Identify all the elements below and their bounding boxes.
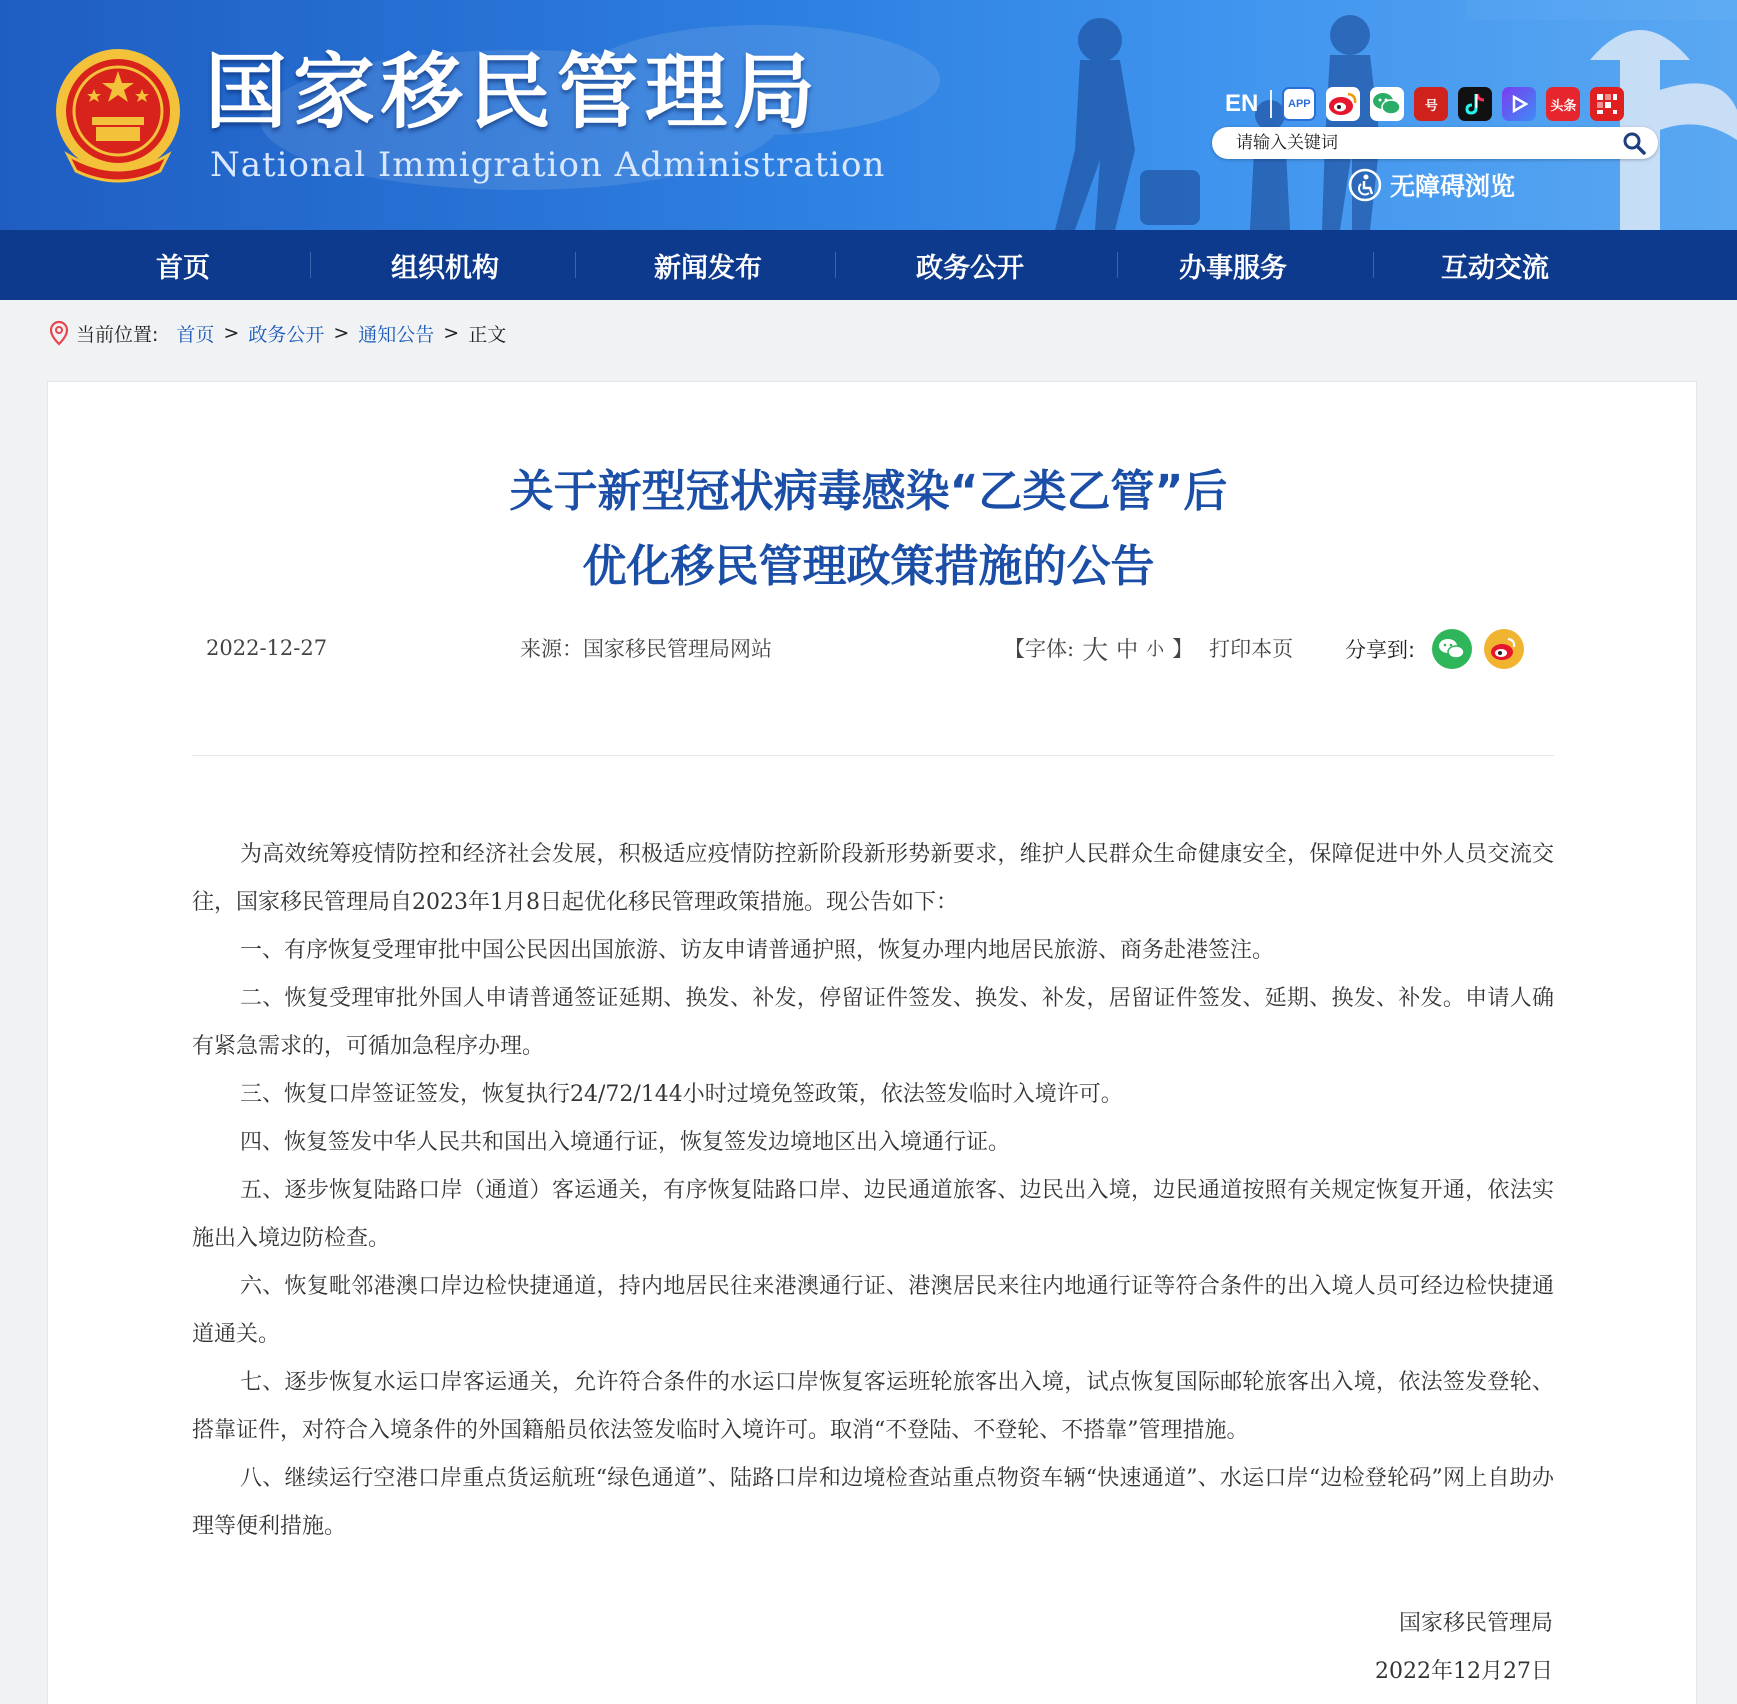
main-nav <box>0 230 1737 300</box>
site-title[interactable]: 国家移民管理局 <box>205 45 822 140</box>
nav-separator <box>1373 252 1374 278</box>
toolbar-separator <box>1270 90 1272 118</box>
article-paragraph: 二、恢复受理审批外国人申请普通签证延期、换发、补发，停留证件签发、换发、补发，居留证件签发、延期、换发、补发。申请人确有紧急需求的，可循加急程序办理。 <box>192 986 1554 1059</box>
nav-item-interaction[interactable]: 互动交流 <box>1441 252 1549 284</box>
nav-separator <box>1117 252 1118 278</box>
article-paragraph: 六、恢复毗邻港澳口岸边检快捷通道，持内地居民往来港澳通行证、港澳居民来往内地通行证等符合条件的出入境人员可经边检快捷通道通关。 <box>192 1274 1554 1347</box>
share-area <box>1345 629 1525 669</box>
weibo-icon[interactable] <box>1326 87 1360 121</box>
header-toolbar <box>1225 86 1624 122</box>
renminhao-icon[interactable]: 号 <box>1414 87 1448 121</box>
douyin-icon[interactable] <box>1458 87 1492 121</box>
article-signature: 国家移民管理局 <box>1398 1611 1553 1636</box>
article-paragraph: 为高效统筹疫情防控和经济社会发展，积极适应疫情防控新阶段新形势新要求，维护人民群众生命健康安全，保障促进中外人员交流交往，国家移民管理局自2023年1月8日起优化移民管理政策措施。现公告如下： <box>192 842 1554 915</box>
font-small-button[interactable]: 小 <box>1146 639 1165 660</box>
wechat-icon[interactable] <box>1370 87 1404 121</box>
font-large-button[interactable]: 大 <box>1082 635 1109 666</box>
english-link[interactable]: EN <box>1225 90 1259 117</box>
accessibility-link[interactable] <box>1348 167 1515 203</box>
nav-item-organization[interactable]: 组织机构 <box>391 252 499 284</box>
share-weibo-icon[interactable] <box>1483 628 1525 670</box>
header-banner <box>0 0 1737 230</box>
article-paragraph: 五、逐步恢复陆路口岸（通道）客运通关，有序恢复陆路口岸、边民通道旅客、边民出入境，边民通道按照有关规定恢复开通，依法实施出入境边防检查。 <box>192 1178 1554 1251</box>
national-emblem-icon <box>50 45 186 185</box>
breadcrumb-separator: > <box>443 322 460 344</box>
breadcrumb-label: 当前位置: <box>76 323 159 346</box>
article-paragraph: 八、继续运行空港口岸重点货运航班“绿色通道”、陆路口岸和边境检查站重点物资车辆“快速通道”、水运口岸“边检登轮码”网上自助办理等便利措施。 <box>192 1466 1554 1539</box>
nav-separator <box>575 252 576 278</box>
article-paragraph: 一、有序恢复受理审批中国公民因出国旅游、访友申请普通护照，恢复办理内地居民旅游、商务赴港签注。 <box>240 938 1275 963</box>
font-label-close: 】 <box>1172 637 1194 661</box>
breadcrumb-separator: > <box>223 322 240 344</box>
article-paragraph: 三、恢复口岸签证签发，恢复执行24/72/144小时过境免签政策，依法签发临时入境许可。 <box>240 1082 1123 1107</box>
font-medium-button[interactable]: 中 <box>1116 637 1139 663</box>
site-subtitle: National Immigration Administration <box>210 145 886 185</box>
share-wechat-icon[interactable] <box>1431 628 1473 670</box>
nav-item-news[interactable]: 新闻发布 <box>654 252 762 284</box>
nav-item-government-affairs[interactable]: 政务公开 <box>916 252 1024 284</box>
app-icon[interactable]: APP <box>1282 87 1316 121</box>
location-pin-icon <box>48 320 70 346</box>
article-title-line1: 关于新型冠状病毒感染“乙类乙管”后 <box>509 466 1228 517</box>
nav-separator <box>310 252 311 278</box>
breadcrumb-government-affairs[interactable]: 政务公开 <box>248 323 325 346</box>
breadcrumb-separator: > <box>333 322 350 344</box>
xuexi-icon[interactable] <box>1590 87 1624 121</box>
article-sign-date: 2022年12月27日 <box>1375 1659 1553 1684</box>
article-source: 来源：国家移民管理局网站 <box>520 637 772 661</box>
accessibility-icon <box>1348 168 1382 202</box>
nav-item-services[interactable]: 办事服务 <box>1179 252 1287 284</box>
breadcrumb-notices[interactable]: 通知公告 <box>358 323 435 346</box>
print-button[interactable]: 打印本页 <box>1209 637 1294 661</box>
share-label: 分享到: <box>1345 638 1416 662</box>
font-label: 【字体: <box>1004 637 1075 661</box>
article-paragraph: 七、逐步恢复水运口岸客运通关，允许符合条件的水运口岸恢复客运班轮旅客出入境，试点恢复国际邮轮旅客出入境，依法签发登轮、搭靠证件，对符合入境条件的外国籍船员依法签发临时入境许可。取消“不登陆、不登轮、不搭靠”管理措施。 <box>192 1370 1554 1443</box>
article-title-line2: 优化移民管理政策措施的公告 <box>582 541 1155 592</box>
search-input[interactable] <box>1236 133 1606 153</box>
kuaishou-icon[interactable] <box>1502 87 1536 121</box>
toutiao-icon[interactable]: 头条 <box>1546 87 1580 121</box>
breadcrumb <box>48 318 506 348</box>
article-paragraph: 四、恢复签发中华人民共和国出入境通行证，恢复签发边境地区出入境通行证。 <box>240 1130 1011 1155</box>
article-date: 2022-12-27 <box>206 636 328 660</box>
search-box <box>1212 127 1658 159</box>
breadcrumb-current: 正文 <box>468 323 507 346</box>
meta-divider <box>192 755 1554 756</box>
font-size-control <box>1000 628 1297 668</box>
breadcrumb-home[interactable]: 首页 <box>176 323 215 346</box>
search-icon[interactable] <box>1622 131 1646 155</box>
nav-separator <box>835 252 836 278</box>
nav-item-home[interactable]: 首页 <box>156 252 210 284</box>
accessibility-label: 无障碍浏览 <box>1390 172 1516 201</box>
